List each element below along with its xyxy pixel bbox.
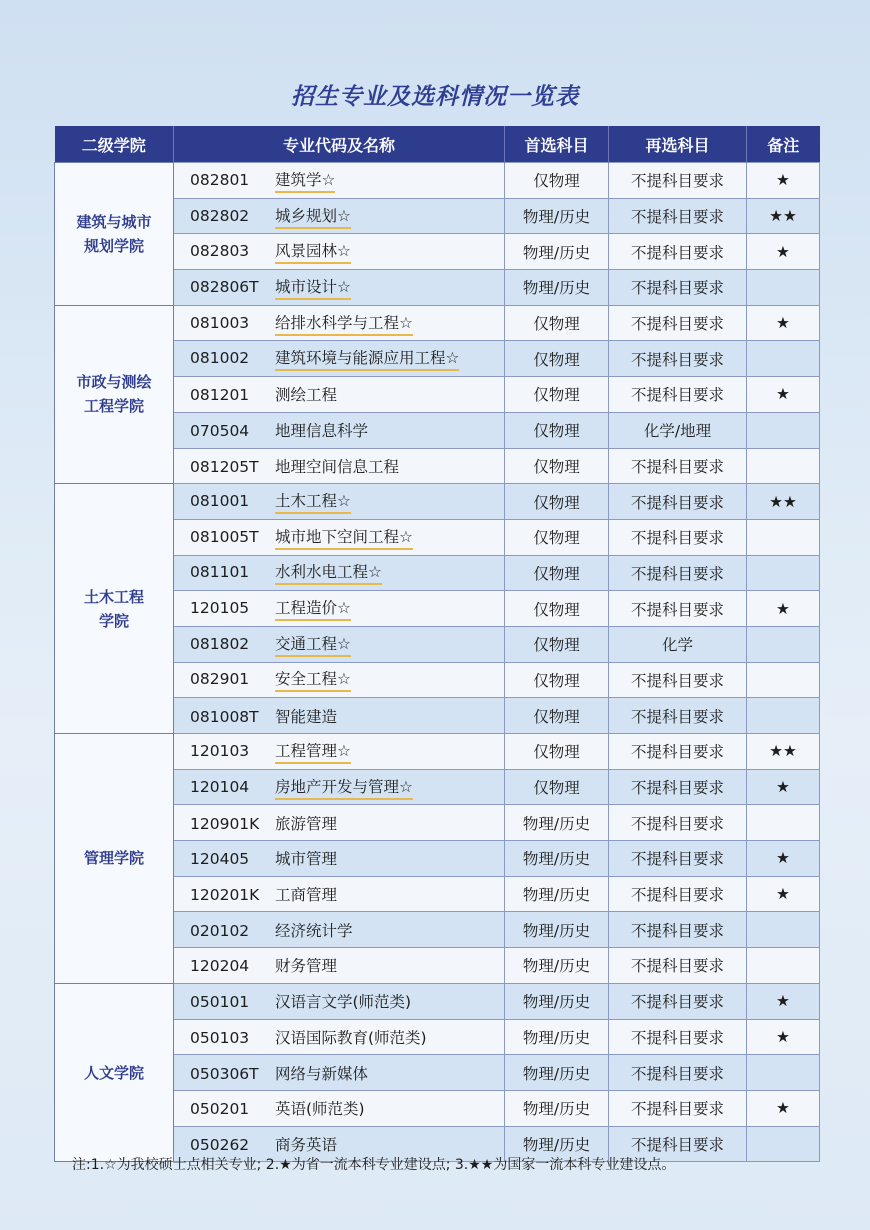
first-subject: 物理/历史 [505,983,609,1019]
major-cell [174,734,505,770]
first-subject: 物理/历史 [505,270,609,306]
first-subject: 仅物理 [505,305,609,341]
major-cell [174,698,505,734]
college-name [55,983,174,1161]
note-stars [747,448,820,484]
major-code: 081201 [190,386,250,405]
majors-table [54,126,820,1162]
major-code: 120104 [190,777,250,796]
major-name: 工程管理☆ [275,739,351,764]
major-name: 智能建造 [275,707,338,726]
table-row [55,734,820,770]
second-subject: 不提科目要求 [609,591,747,627]
major-code: 050101 [190,993,250,1012]
major-name: 商务英语 [275,1135,338,1154]
major-code: 081101 [190,563,250,582]
college-name [55,484,174,734]
major-name: 汉语国际教育(师范类) [275,1028,427,1047]
first-subject: 仅物理 [505,698,609,734]
major-code: 081003 [190,313,250,332]
major-cell [174,448,505,484]
major-name: 网络与新媒体 [275,1064,369,1083]
major-name: 风景园林☆ [275,239,351,264]
major-cell [174,270,505,306]
major-name: 地理信息科学 [275,422,369,441]
note-stars: ★ [747,377,820,413]
first-subject: 物理/历史 [505,1126,609,1162]
major-name: 城市管理 [275,850,338,869]
major-name: 地理空间信息工程 [275,457,400,476]
major-cell [174,769,505,805]
first-subject: 仅物理 [505,163,609,199]
second-subject: 不提科目要求 [609,484,747,520]
major-code: 120901K [190,814,260,833]
major-name: 经济统计学 [275,921,353,940]
major-cell [174,841,505,877]
major-code: 070504 [190,422,250,441]
second-subject: 不提科目要求 [609,734,747,770]
second-subject: 不提科目要求 [609,377,747,413]
major-cell [174,198,505,234]
second-subject: 不提科目要求 [609,1090,747,1126]
major-name: 工商管理 [275,886,338,905]
table-row [55,305,820,341]
table-row [55,983,820,1019]
note-stars: ★ [747,983,820,1019]
major-cell [174,591,505,627]
major-cell [174,876,505,912]
major-cell [174,1055,505,1091]
note-stars [747,948,820,984]
major-code: 081005T [190,527,259,546]
table-row [55,484,820,520]
note-stars: ★ [747,769,820,805]
second-subject: 不提科目要求 [609,341,747,377]
note-stars: ★ [747,591,820,627]
major-cell [174,163,505,199]
major-name: 建筑环境与能源应用工程☆ [275,346,459,371]
header-note: 备注 [747,126,820,163]
major-code: 082803 [190,242,250,261]
major-code: 120105 [190,599,250,618]
note-stars: ★ [747,1090,820,1126]
major-cell [174,341,505,377]
second-subject: 不提科目要求 [609,662,747,698]
major-code: 082801 [190,170,250,189]
college-name-line: 规划学院 [83,236,144,255]
major-name: 建筑学☆ [275,168,335,193]
note-stars [747,341,820,377]
first-subject: 仅物理 [505,662,609,698]
major-cell [174,662,505,698]
major-name: 城乡规划☆ [275,204,351,229]
second-subject: 不提科目要求 [609,270,747,306]
second-subject: 化学 [609,626,747,662]
note-stars: ★ [747,1019,820,1055]
first-subject: 物理/历史 [505,234,609,270]
major-code: 120201K [190,886,260,905]
first-subject: 物理/历史 [505,1090,609,1126]
major-code: 082901 [190,670,250,689]
note-stars [747,626,820,662]
major-name: 汉语言文学(师范类) [275,993,412,1012]
note-stars [747,519,820,555]
second-subject: 不提科目要求 [609,1019,747,1055]
major-cell [174,519,505,555]
major-code: 050103 [190,1028,250,1047]
major-code: 082806T [190,277,259,296]
major-cell [174,626,505,662]
second-subject: 不提科目要求 [609,948,747,984]
major-name: 旅游管理 [275,814,338,833]
major-code: 120103 [190,741,250,760]
college-name-line: 人文学院 [83,1063,144,1082]
major-code: 050201 [190,1100,250,1119]
major-cell [174,1090,505,1126]
major-code: 020102 [190,921,250,940]
college-name-line: 市政与测绘 [76,373,152,392]
note-stars: ★★ [747,484,820,520]
major-cell [174,1019,505,1055]
major-name: 英语(师范类) [275,1100,365,1119]
major-cell [174,912,505,948]
first-subject: 物理/历史 [505,1055,609,1091]
major-code: 120405 [190,850,250,869]
major-name: 土木工程☆ [275,489,351,514]
college-name-line: 学院 [98,611,129,630]
first-subject: 物理/历史 [505,912,609,948]
major-cell [174,484,505,520]
note-stars [747,1126,820,1162]
second-subject: 不提科目要求 [609,769,747,805]
second-subject: 不提科目要求 [609,305,747,341]
major-name: 城市地下空间工程☆ [275,525,413,550]
college-name-line: 管理学院 [83,849,144,868]
first-subject: 物理/历史 [505,1019,609,1055]
first-subject: 仅物理 [505,555,609,591]
header-college: 二级学院 [55,126,174,163]
first-subject: 仅物理 [505,341,609,377]
second-subject: 不提科目要求 [609,163,747,199]
major-code: 081802 [190,634,250,653]
second-subject: 不提科目要求 [609,519,747,555]
major-code: 082802 [190,206,250,225]
major-name: 安全工程☆ [275,667,351,692]
major-name: 工程造价☆ [275,596,351,621]
first-subject: 物理/历史 [505,948,609,984]
note-stars [747,805,820,841]
note-stars [747,698,820,734]
college-name [55,305,174,483]
first-subject: 仅物理 [505,448,609,484]
table-header-row [55,126,820,163]
table-body [55,163,820,1162]
note-stars: ★ [747,305,820,341]
major-cell [174,234,505,270]
note-stars: ★ [747,234,820,270]
first-subject: 物理/历史 [505,805,609,841]
note-stars [747,912,820,948]
major-code: 120204 [190,957,250,976]
major-cell [174,555,505,591]
first-subject: 仅物理 [505,591,609,627]
first-subject: 仅物理 [505,734,609,770]
note-stars [747,412,820,448]
college-name [55,163,174,306]
major-name: 城市设计☆ [275,275,351,300]
college-name-line: 土木工程 [83,587,144,606]
major-cell [174,377,505,413]
major-name: 财务管理 [275,957,338,976]
second-subject: 不提科目要求 [609,448,747,484]
major-code: 081001 [190,492,250,511]
major-code: 050306T [190,1064,259,1083]
note-stars [747,555,820,591]
major-cell [174,948,505,984]
page-title: 招生专业及选科情况一览表 [291,84,579,110]
first-subject: 仅物理 [505,519,609,555]
table-row [55,163,820,199]
first-subject: 仅物理 [505,769,609,805]
major-name: 测绘工程 [275,386,338,405]
second-subject: 不提科目要求 [609,1126,747,1162]
major-name: 交通工程☆ [275,632,351,657]
second-subject: 不提科目要求 [609,198,747,234]
first-subject: 仅物理 [505,484,609,520]
note-stars: ★ [747,163,820,199]
footnote: 注:1.☆为我校硕士点相关专业; 2.★为省一流本科专业建设点; 3.★★为国家一流本科专业建设点。 [72,1157,676,1173]
major-cell [174,412,505,448]
second-subject: 不提科目要求 [609,555,747,591]
note-stars: ★★ [747,734,820,770]
second-subject: 不提科目要求 [609,698,747,734]
major-name: 给排水科学与工程☆ [275,311,413,336]
second-subject: 不提科目要求 [609,805,747,841]
first-subject: 物理/历史 [505,841,609,877]
first-subject: 物理/历史 [505,876,609,912]
major-code: 081008T [190,707,259,726]
header-major: 专业代码及名称 [174,126,505,163]
header-first-subject: 首选科目 [505,126,609,163]
note-stars [747,662,820,698]
first-subject: 仅物理 [505,377,609,413]
second-subject: 不提科目要求 [609,876,747,912]
note-stars: ★ [747,841,820,877]
note-stars: ★ [747,876,820,912]
note-stars [747,1055,820,1091]
first-subject: 物理/历史 [505,198,609,234]
second-subject: 不提科目要求 [609,234,747,270]
major-code: 081002 [190,349,250,368]
second-subject: 不提科目要求 [609,983,747,1019]
header-second-subject: 再选科目 [609,126,747,163]
second-subject: 不提科目要求 [609,1055,747,1091]
major-cell [174,983,505,1019]
college-name-line: 建筑与城市 [76,212,152,231]
college-name [55,734,174,984]
note-stars [747,270,820,306]
first-subject: 仅物理 [505,626,609,662]
major-name: 水利水电工程☆ [275,560,382,585]
major-code: 050262 [190,1135,250,1154]
second-subject: 不提科目要求 [609,841,747,877]
college-name-line: 工程学院 [83,397,144,416]
major-name: 房地产开发与管理☆ [275,775,413,800]
note-stars: ★★ [747,198,820,234]
major-cell [174,805,505,841]
second-subject: 化学/地理 [609,412,747,448]
major-code: 081205T [190,457,259,476]
major-cell [174,305,505,341]
first-subject: 仅物理 [505,412,609,448]
second-subject: 不提科目要求 [609,912,747,948]
